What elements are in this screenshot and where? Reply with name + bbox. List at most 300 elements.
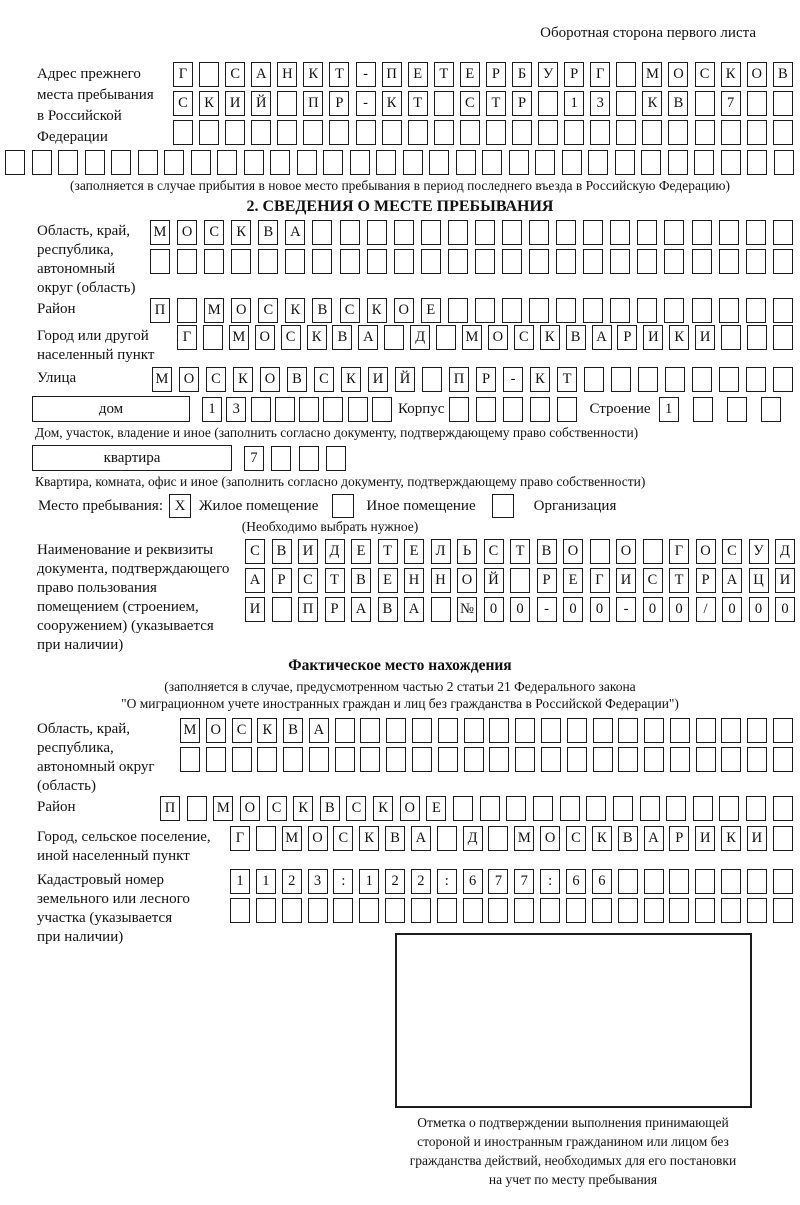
char-cell[interactable]: М xyxy=(462,325,482,350)
char-cell[interactable] xyxy=(488,898,508,923)
char-cell[interactable]: Т xyxy=(510,539,530,564)
char-cell[interactable]: И xyxy=(298,539,318,564)
char-cell[interactable] xyxy=(449,397,469,422)
char-cell[interactable]: 0 xyxy=(590,597,610,622)
char-cell[interactable]: А xyxy=(245,568,265,593)
char-cell[interactable] xyxy=(721,898,741,923)
char-cell[interactable]: Й xyxy=(484,568,504,593)
char-cell[interactable] xyxy=(637,298,657,323)
char-cell[interactable] xyxy=(616,62,636,87)
char-cell[interactable] xyxy=(746,367,766,392)
char-cell[interactable]: К xyxy=(669,325,689,350)
char-cell[interactable]: 2 xyxy=(282,869,302,894)
char-cell[interactable] xyxy=(230,898,250,923)
char-cell[interactable] xyxy=(773,796,793,821)
char-cell[interactable] xyxy=(367,220,387,245)
char-cell[interactable]: С xyxy=(281,325,301,350)
char-cell[interactable] xyxy=(637,220,657,245)
char-cell[interactable]: В xyxy=(272,539,292,564)
char-cell[interactable]: Р xyxy=(325,597,345,622)
char-cell[interactable]: А xyxy=(411,826,431,851)
char-cell[interactable]: И xyxy=(616,568,636,593)
char-cell[interactable]: М xyxy=(213,796,233,821)
char-cell[interactable] xyxy=(382,120,402,145)
char-cell[interactable]: 0 xyxy=(669,597,689,622)
char-cell[interactable] xyxy=(323,397,343,422)
char-cell[interactable]: Р xyxy=(329,91,349,116)
char-cell[interactable] xyxy=(592,898,612,923)
char-cell[interactable]: О xyxy=(616,539,636,564)
char-cell[interactable] xyxy=(610,298,630,323)
char-cell[interactable]: А xyxy=(644,826,664,851)
char-cell[interactable]: 2 xyxy=(411,869,431,894)
char-cell[interactable]: П xyxy=(160,796,180,821)
char-cell[interactable] xyxy=(437,826,457,851)
char-cell[interactable]: В xyxy=(320,796,340,821)
char-cell[interactable]: 0 xyxy=(722,597,742,622)
char-cell[interactable] xyxy=(282,898,302,923)
char-cell[interactable] xyxy=(773,367,793,392)
char-cell[interactable] xyxy=(394,249,414,274)
char-cell[interactable] xyxy=(333,898,353,923)
char-cell[interactable] xyxy=(529,220,549,245)
char-cell[interactable] xyxy=(666,796,686,821)
char-cell[interactable] xyxy=(206,747,226,772)
char-cell[interactable]: Т xyxy=(408,91,428,116)
char-cell[interactable]: Г xyxy=(230,826,250,851)
char-cell[interactable] xyxy=(747,325,767,350)
char-cell[interactable] xyxy=(584,367,604,392)
char-cell[interactable]: - xyxy=(356,62,376,87)
char-cell[interactable] xyxy=(692,298,712,323)
char-cell[interactable]: Р xyxy=(564,62,584,87)
char-cell[interactable] xyxy=(360,747,380,772)
char-cell[interactable]: - xyxy=(356,91,376,116)
char-cell[interactable]: Й xyxy=(395,367,415,392)
char-cell[interactable]: М xyxy=(152,367,172,392)
char-cell[interactable] xyxy=(664,249,684,274)
char-cell[interactable] xyxy=(463,898,483,923)
char-cell[interactable] xyxy=(177,298,197,323)
char-cell[interactable]: С xyxy=(460,91,480,116)
char-cell[interactable] xyxy=(486,120,506,145)
char-cell[interactable]: Т xyxy=(669,568,689,593)
char-cell[interactable] xyxy=(488,826,508,851)
char-cell[interactable] xyxy=(541,747,561,772)
char-cell[interactable] xyxy=(335,718,355,743)
char-cell[interactable] xyxy=(5,150,25,175)
char-cell[interactable]: Ь xyxy=(457,539,477,564)
char-cell[interactable]: В xyxy=(773,62,793,87)
char-cell[interactable]: А xyxy=(404,597,424,622)
char-cell[interactable] xyxy=(411,898,431,923)
char-cell[interactable]: Й xyxy=(251,91,271,116)
char-cell[interactable] xyxy=(538,91,558,116)
char-cell[interactable] xyxy=(538,120,558,145)
char-cell[interactable] xyxy=(323,150,343,175)
char-cell[interactable]: С xyxy=(333,826,353,851)
char-cell[interactable]: С xyxy=(566,826,586,851)
char-cell[interactable] xyxy=(618,869,638,894)
char-cell[interactable] xyxy=(773,747,793,772)
char-cell[interactable]: 0 xyxy=(510,597,530,622)
char-cell[interactable]: О xyxy=(488,325,508,350)
char-cell[interactable] xyxy=(340,249,360,274)
char-cell[interactable]: Н xyxy=(404,568,424,593)
char-cell[interactable] xyxy=(299,446,319,471)
char-cell[interactable]: С xyxy=(340,298,360,323)
char-cell[interactable] xyxy=(372,397,392,422)
char-cell[interactable] xyxy=(640,796,660,821)
char-cell[interactable] xyxy=(618,747,638,772)
char-cell[interactable] xyxy=(747,718,767,743)
char-cell[interactable] xyxy=(58,150,78,175)
char-cell[interactable] xyxy=(692,249,712,274)
char-cell[interactable]: Г xyxy=(173,62,193,87)
char-cell[interactable]: В xyxy=(378,597,398,622)
char-cell[interactable] xyxy=(616,91,636,116)
char-cell[interactable] xyxy=(610,249,630,274)
char-cell[interactable]: В xyxy=(283,718,303,743)
char-cell[interactable] xyxy=(637,249,657,274)
char-cell[interactable] xyxy=(258,249,278,274)
char-cell[interactable] xyxy=(514,898,534,923)
char-cell[interactable]: 1 xyxy=(202,397,222,422)
char-cell[interactable] xyxy=(773,325,793,350)
char-cell[interactable] xyxy=(394,220,414,245)
char-cell[interactable]: А xyxy=(722,568,742,593)
char-cell[interactable] xyxy=(773,869,793,894)
char-cell[interactable] xyxy=(180,747,200,772)
char-cell[interactable] xyxy=(448,249,468,274)
char-cell[interactable]: В xyxy=(618,826,638,851)
char-cell[interactable]: В xyxy=(287,367,307,392)
char-cell[interactable] xyxy=(204,249,224,274)
char-cell[interactable]: В xyxy=(258,220,278,245)
char-cell[interactable]: Т xyxy=(486,91,506,116)
char-cell[interactable]: Б xyxy=(512,62,532,87)
char-cell[interactable] xyxy=(727,397,747,422)
char-cell[interactable] xyxy=(299,397,319,422)
char-cell[interactable]: М xyxy=(282,826,302,851)
char-cell[interactable] xyxy=(586,796,606,821)
char-cell[interactable] xyxy=(747,120,767,145)
char-cell[interactable] xyxy=(719,249,739,274)
char-cell[interactable]: С xyxy=(258,298,278,323)
char-cell[interactable] xyxy=(173,120,193,145)
char-cell[interactable] xyxy=(456,150,476,175)
char-cell[interactable]: О xyxy=(563,539,583,564)
char-cell[interactable] xyxy=(694,150,714,175)
char-cell[interactable]: У xyxy=(749,539,769,564)
char-cell[interactable] xyxy=(309,747,329,772)
char-cell[interactable]: : xyxy=(333,869,353,894)
char-cell[interactable]: Т xyxy=(557,367,577,392)
char-cell[interactable]: / xyxy=(696,597,716,622)
char-cell[interactable] xyxy=(138,150,158,175)
char-cell[interactable] xyxy=(693,397,713,422)
char-cell[interactable]: Н xyxy=(277,62,297,87)
char-cell[interactable]: О xyxy=(260,367,280,392)
char-cell[interactable]: № xyxy=(457,597,477,622)
char-cell[interactable] xyxy=(340,220,360,245)
char-cell[interactable]: Д xyxy=(410,325,430,350)
char-cell[interactable]: С xyxy=(298,568,318,593)
char-cell[interactable]: В xyxy=(537,539,557,564)
char-cell[interactable]: К xyxy=(382,91,402,116)
char-cell[interactable] xyxy=(448,298,468,323)
char-cell[interactable]: В xyxy=(668,91,688,116)
char-cell[interactable] xyxy=(386,747,406,772)
char-cell[interactable] xyxy=(225,120,245,145)
char-cell[interactable]: : xyxy=(437,869,457,894)
char-cell[interactable] xyxy=(535,150,555,175)
char-cell[interactable] xyxy=(257,747,277,772)
char-cell[interactable]: Р xyxy=(486,62,506,87)
char-cell[interactable] xyxy=(360,718,380,743)
char-cell[interactable] xyxy=(85,150,105,175)
char-cell[interactable] xyxy=(464,718,484,743)
char-cell[interactable] xyxy=(719,367,739,392)
char-cell[interactable] xyxy=(668,120,688,145)
char-cell[interactable]: Д xyxy=(775,539,795,564)
char-cell[interactable] xyxy=(489,718,509,743)
char-cell[interactable]: 0 xyxy=(775,597,795,622)
char-cell[interactable]: Е xyxy=(421,298,441,323)
char-cell[interactable]: С xyxy=(722,539,742,564)
char-cell[interactable]: К xyxy=(530,367,550,392)
char-cell[interactable] xyxy=(588,150,608,175)
char-cell[interactable] xyxy=(272,597,292,622)
char-cell[interactable] xyxy=(747,898,767,923)
char-cell[interactable] xyxy=(438,718,458,743)
char-cell[interactable]: С xyxy=(484,539,504,564)
char-cell[interactable] xyxy=(515,747,535,772)
char-cell[interactable] xyxy=(408,120,428,145)
char-cell[interactable]: М xyxy=(229,325,249,350)
char-cell[interactable]: 6 xyxy=(592,869,612,894)
char-cell[interactable] xyxy=(533,796,553,821)
char-cell[interactable]: К xyxy=(367,298,387,323)
char-cell[interactable] xyxy=(489,747,509,772)
char-cell[interactable]: 2 xyxy=(385,869,405,894)
char-cell[interactable] xyxy=(556,298,576,323)
char-cell[interactable] xyxy=(746,249,766,274)
char-cell[interactable] xyxy=(431,597,451,622)
char-cell[interactable]: К xyxy=(307,325,327,350)
char-cell[interactable] xyxy=(583,249,603,274)
char-cell[interactable] xyxy=(721,718,741,743)
char-cell[interactable] xyxy=(721,869,741,894)
char-cell[interactable]: Е xyxy=(404,539,424,564)
char-cell[interactable]: Т xyxy=(329,62,349,87)
char-cell[interactable]: М xyxy=(180,718,200,743)
char-cell[interactable]: Р xyxy=(617,325,637,350)
char-cell[interactable] xyxy=(644,718,664,743)
char-cell[interactable] xyxy=(664,298,684,323)
char-cell[interactable] xyxy=(191,150,211,175)
char-cell[interactable]: С xyxy=(267,796,287,821)
char-cell[interactable]: Г xyxy=(590,62,610,87)
char-cell[interactable] xyxy=(567,718,587,743)
char-cell[interactable]: 7 xyxy=(514,869,534,894)
char-cell[interactable]: В xyxy=(566,325,586,350)
char-cell[interactable]: Г xyxy=(590,568,610,593)
char-cell[interactable] xyxy=(641,150,661,175)
char-cell[interactable] xyxy=(644,869,664,894)
char-cell[interactable] xyxy=(695,120,715,145)
char-cell[interactable] xyxy=(277,91,297,116)
char-cell[interactable] xyxy=(556,220,576,245)
char-cell[interactable] xyxy=(421,249,441,274)
char-cell[interactable] xyxy=(719,298,739,323)
char-cell[interactable] xyxy=(510,568,530,593)
char-cell[interactable]: О xyxy=(206,718,226,743)
char-cell[interactable] xyxy=(438,747,458,772)
char-cell[interactable]: И xyxy=(368,367,388,392)
char-cell[interactable]: 7 xyxy=(721,91,741,116)
char-cell[interactable]: К xyxy=(199,91,219,116)
char-cell[interactable] xyxy=(199,120,219,145)
char-cell[interactable] xyxy=(590,120,610,145)
char-cell[interactable]: С xyxy=(245,539,265,564)
char-cell[interactable] xyxy=(693,796,713,821)
char-cell[interactable]: О xyxy=(394,298,414,323)
char-cell[interactable] xyxy=(232,747,252,772)
char-cell[interactable]: С xyxy=(204,220,224,245)
char-cell[interactable] xyxy=(386,718,406,743)
char-cell[interactable] xyxy=(695,898,715,923)
char-cell[interactable]: А xyxy=(251,62,271,87)
char-cell[interactable] xyxy=(692,367,712,392)
char-cell[interactable]: О xyxy=(179,367,199,392)
char-cell[interactable] xyxy=(475,298,495,323)
char-cell[interactable]: П xyxy=(382,62,402,87)
char-cell[interactable] xyxy=(618,898,638,923)
char-cell[interactable] xyxy=(616,120,636,145)
char-cell[interactable]: 1 xyxy=(256,869,276,894)
char-cell[interactable]: 3 xyxy=(226,397,246,422)
char-cell[interactable]: П xyxy=(298,597,318,622)
char-cell[interactable]: К xyxy=(642,91,662,116)
char-cell[interactable]: С xyxy=(695,62,715,87)
char-cell[interactable]: С xyxy=(206,367,226,392)
char-cell[interactable]: Р xyxy=(696,568,716,593)
char-cell[interactable] xyxy=(719,796,739,821)
char-cell[interactable]: О xyxy=(400,796,420,821)
char-cell[interactable] xyxy=(643,539,663,564)
char-cell[interactable]: У xyxy=(538,62,558,87)
char-cell[interactable] xyxy=(747,747,767,772)
char-cell[interactable]: Р xyxy=(512,91,532,116)
house-type-box[interactable]: дом xyxy=(32,396,190,422)
char-cell[interactable]: Т xyxy=(434,62,454,87)
char-cell[interactable] xyxy=(583,298,603,323)
char-cell[interactable] xyxy=(502,220,522,245)
char-cell[interactable] xyxy=(644,898,664,923)
char-cell[interactable] xyxy=(412,747,432,772)
char-cell[interactable] xyxy=(348,397,368,422)
char-cell[interactable] xyxy=(448,220,468,245)
char-cell[interactable]: В xyxy=(332,325,352,350)
char-cell[interactable] xyxy=(668,150,688,175)
char-cell[interactable] xyxy=(746,796,766,821)
char-cell[interactable] xyxy=(593,718,613,743)
char-cell[interactable]: И xyxy=(695,325,715,350)
char-cell[interactable] xyxy=(350,150,370,175)
char-cell[interactable]: К xyxy=(285,298,305,323)
char-cell[interactable] xyxy=(556,249,576,274)
char-cell[interactable]: К xyxy=(257,718,277,743)
char-cell[interactable] xyxy=(312,249,332,274)
char-cell[interactable] xyxy=(412,718,432,743)
char-cell[interactable] xyxy=(557,397,577,422)
char-cell[interactable] xyxy=(335,747,355,772)
char-cell[interactable]: О xyxy=(747,62,767,87)
char-cell[interactable]: О xyxy=(696,539,716,564)
char-cell[interactable] xyxy=(32,150,52,175)
char-cell[interactable]: О xyxy=(255,325,275,350)
char-cell[interactable] xyxy=(502,298,522,323)
char-cell[interactable] xyxy=(562,150,582,175)
char-cell[interactable] xyxy=(696,747,716,772)
char-cell[interactable]: С xyxy=(346,796,366,821)
char-cell[interactable]: О xyxy=(668,62,688,87)
char-cell[interactable]: 6 xyxy=(463,869,483,894)
char-cell[interactable]: 6 xyxy=(566,869,586,894)
char-cell[interactable] xyxy=(670,718,690,743)
char-cell[interactable]: О xyxy=(231,298,251,323)
char-cell[interactable] xyxy=(285,249,305,274)
char-cell[interactable] xyxy=(460,120,480,145)
char-cell[interactable] xyxy=(773,718,793,743)
char-cell[interactable]: В xyxy=(385,826,405,851)
char-cell[interactable]: Е xyxy=(378,568,398,593)
char-cell[interactable]: К xyxy=(303,62,323,87)
char-cell[interactable]: О xyxy=(177,220,197,245)
char-cell[interactable] xyxy=(421,220,441,245)
char-cell[interactable]: - xyxy=(503,367,523,392)
char-cell[interactable]: К xyxy=(540,325,560,350)
char-cell[interactable] xyxy=(721,120,741,145)
char-cell[interactable] xyxy=(482,150,502,175)
char-cell[interactable]: 0 xyxy=(749,597,769,622)
char-cell[interactable] xyxy=(644,747,664,772)
char-cell[interactable] xyxy=(610,220,630,245)
char-cell[interactable] xyxy=(509,150,529,175)
char-cell[interactable]: К xyxy=(293,796,313,821)
char-cell[interactable]: 7 xyxy=(488,869,508,894)
char-cell[interactable] xyxy=(506,796,526,821)
char-cell[interactable]: О xyxy=(240,796,260,821)
char-cell[interactable]: К xyxy=(231,220,251,245)
char-cell[interactable] xyxy=(464,747,484,772)
char-cell[interactable]: С xyxy=(314,367,334,392)
char-cell[interactable] xyxy=(199,62,219,87)
char-cell[interactable]: И xyxy=(225,91,245,116)
char-cell[interactable]: В xyxy=(312,298,332,323)
char-cell[interactable] xyxy=(303,120,323,145)
char-cell[interactable]: Т xyxy=(325,568,345,593)
char-cell[interactable]: С xyxy=(225,62,245,87)
char-cell[interactable]: К xyxy=(341,367,361,392)
char-cell[interactable] xyxy=(270,150,290,175)
char-cell[interactable]: И xyxy=(245,597,265,622)
char-cell[interactable] xyxy=(283,747,303,772)
char-cell[interactable] xyxy=(719,220,739,245)
char-cell[interactable]: М xyxy=(204,298,224,323)
char-cell[interactable] xyxy=(696,718,716,743)
